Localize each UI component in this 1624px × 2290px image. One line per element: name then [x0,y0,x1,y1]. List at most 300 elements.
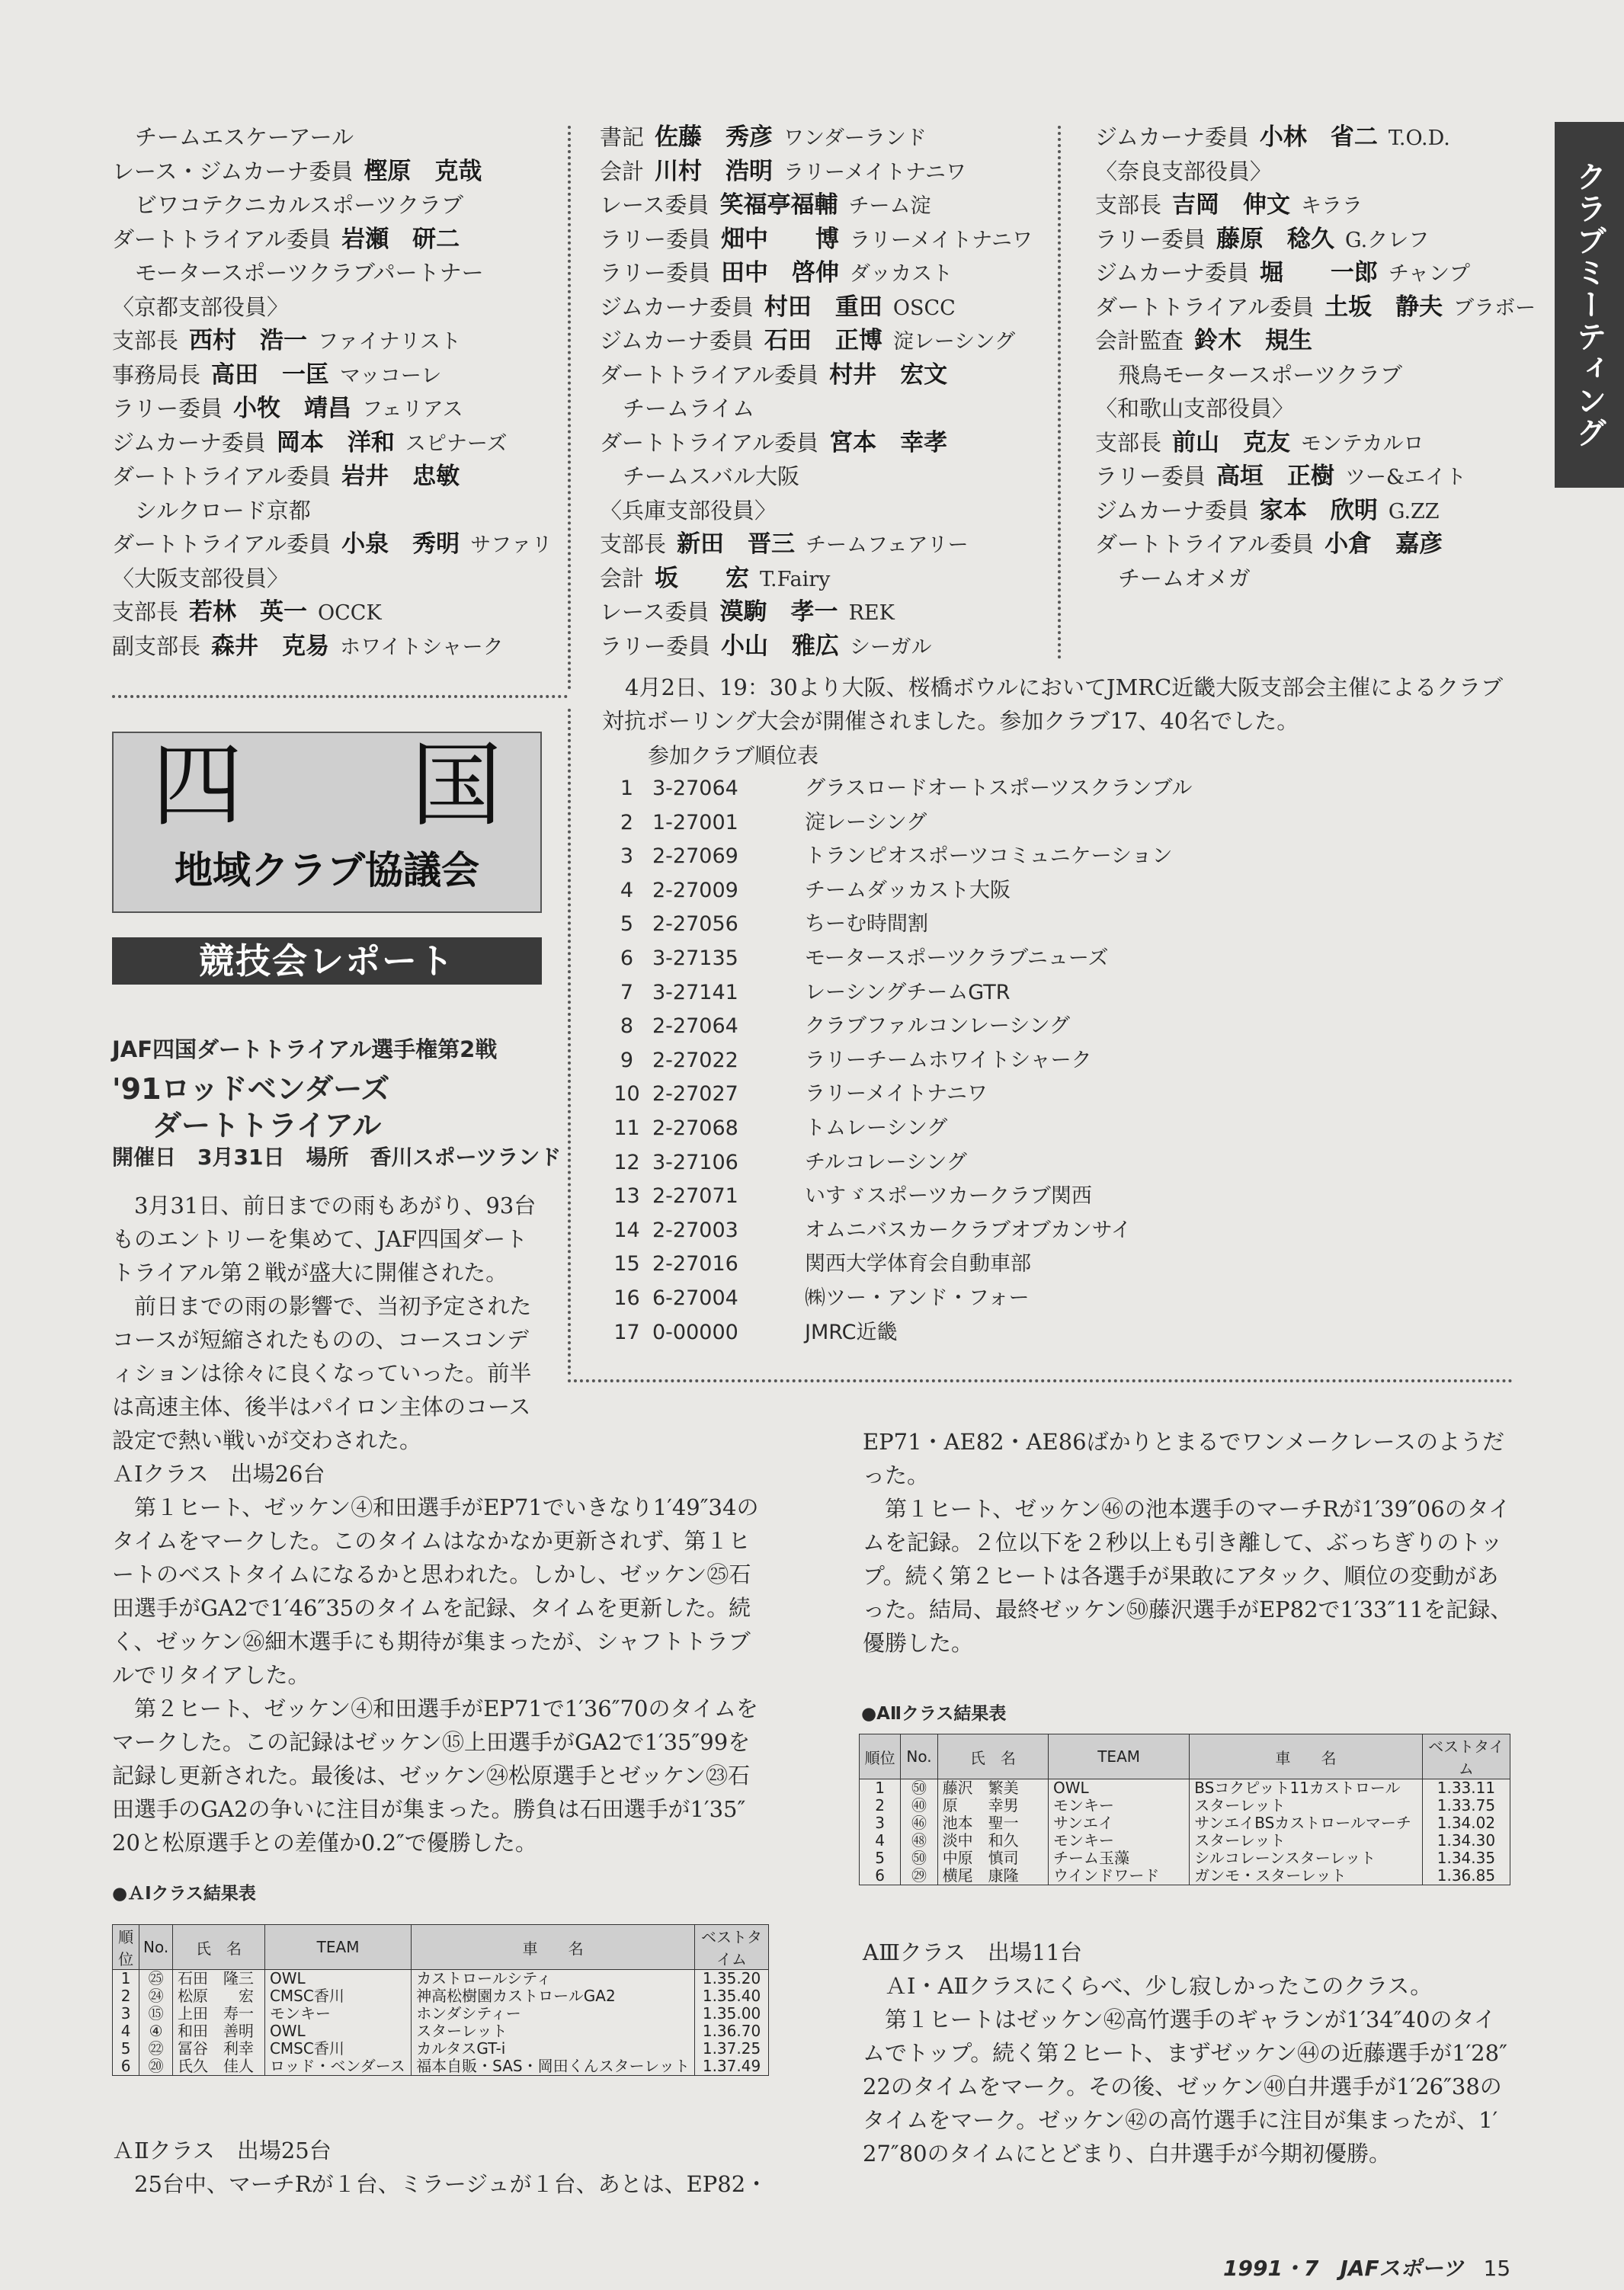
ranking-cell: 3-27106 [652,1150,738,1174]
officer-name: 田中 啓伸 [721,259,840,287]
officer-club: ラリーメイトナニワ [850,228,1033,252]
officer-role: ジムカーナ委員 [600,293,754,320]
table-header: 氏 名 [937,1734,1048,1779]
table-header: No. [901,1734,937,1779]
ranking-cell: 2-27064 [652,1014,738,1039]
ranking-cell: オムニバスカークラブオブカンサイ [805,1218,1132,1242]
officer-line [1095,460,1536,494]
a1-class-article [112,1457,758,1859]
ranking-cell: レーシングチームGTR [805,980,1011,1004]
officer-club: チームフェアリー [806,533,969,557]
table-cell: ホンダシティー [412,2005,695,2023]
officer-role: 飛鳥モータースポーツクラブ [1118,361,1402,388]
footer [1223,2252,1510,2282]
officer-name: 坂 宏 [655,564,750,592]
officer-role: チームオメガ [1118,565,1251,591]
table-cell: ㊻ [901,1814,937,1832]
table-cell: 1 [860,1779,901,1798]
officer-role: ラリー委員 [600,633,711,659]
ranking-cell: 2-27003 [652,1218,738,1242]
ranking-cell: 5 [620,912,634,937]
ranking-cell: 2-27022 [652,1048,738,1072]
ranking-row [606,772,1192,806]
officer-line [1095,290,1536,325]
table-cell: 1 [113,1970,139,1988]
text-line: 第１ヒート、ゼッケン㊻の池本選手のマーチRが1′39″06のタイ [863,1496,1511,1522]
table-cell: OWL [1049,1779,1190,1798]
officer-role: ダートトライアル委員 [600,361,819,388]
officer-name: 岡本 洋和 [276,428,395,456]
a2-class-article-cont [863,1425,1512,1660]
table-cell: チーム玉藻 [1049,1850,1190,1867]
table-cell: OWL [264,2023,411,2040]
officer-role: ラリー委員 [1095,463,1206,489]
officer-role: ラリー委員 [600,226,711,252]
ranking-cell: 2-27071 [652,1184,738,1209]
officer-role: ダートトライアル委員 [112,531,332,557]
officer-line [600,527,1033,562]
table-row [860,1832,1510,1850]
a3-class-article [863,1936,1507,2170]
table-cell: スターレット [412,2023,695,2040]
text-line: 田選手がGA2で1′46″35のタイムを記録、タイムを更新した。続 [112,1595,751,1621]
officer-name: 岩井 忠敏 [341,463,460,490]
text-line: ムでトップ。続く第２ヒート、まずゼッケン㊹の近藤選手が1′28″ [863,2040,1507,2066]
officer-role: 〈大阪支部役員〉 [112,565,290,591]
table-row [860,1867,1510,1885]
officer-line [1095,358,1536,392]
table-cell: 1.35.00 [695,2005,769,2023]
table-cell: 石田 隆三 [172,1970,264,1988]
table-cell: 淡中 和久 [937,1832,1048,1850]
officer-name: 吉岡 伸文 [1172,191,1291,219]
event-name-1: '91ロッドベンダーズ [112,1072,390,1106]
shikoku-subtitle: 地域クラブ協議会 [175,848,479,892]
table-cell: 6 [860,1867,901,1885]
officer-club: スピナーズ [405,431,508,456]
officer-line [112,426,553,460]
ranking-cell: 4 [620,878,634,902]
officer-club: キララ [1301,194,1363,218]
ranking-row [606,1010,1192,1044]
table-cell: 5 [113,2040,139,2058]
table-cell: ④ [139,2023,173,2040]
table-cell: ㊿ [901,1850,937,1867]
officers-col-3 [1095,120,1536,595]
ranking-cell: 16 [613,1286,640,1310]
officer-club: OCCK [318,601,382,625]
officer-role: 副支部長 [112,633,201,659]
table-cell: 1.36.70 [695,2023,769,2040]
table-cell: サンエイ [1049,1814,1190,1832]
text-line: 設定で熱い戦いが交わされた。 [112,1427,422,1453]
ranking-cell: 2-27016 [652,1252,738,1276]
table-row [113,2040,769,2058]
ranking-cell: 3 [620,844,634,869]
table-cell: 6 [113,2058,139,2076]
officer-role: 〈兵庫支部役員〉 [600,497,777,524]
text-line: タイムをマークした。このタイムはなかなか更新されず、第１ヒ [112,1528,751,1554]
officer-role: チームライム [623,396,755,421]
officer-role: レース・ジムカーナ委員 [112,158,354,184]
officer-role: レース委員 [600,192,709,218]
ranking-cell: モータースポーツクラブニューズ [805,946,1109,970]
table-cell: 1.37.49 [695,2058,769,2076]
officer-club: ダッカスト [850,262,953,286]
table-cell: カルタスGT-i [412,2040,695,2058]
officer-club: ファイナリスト [318,330,461,354]
officer-club: モンテカルロ [1301,431,1424,456]
text-line: 田選手のGA2の争いに注目が集まった。勝負は石田選手が1′35″ [112,1796,746,1822]
table-cell: 1.34.35 [1422,1850,1510,1867]
bowling-intro-text: 4月2日、19：30より大阪、桜橋ボウルにおいてJMRC近畿大阪支部会主催によるクラブ対抗ボーリング大会が開催されました。参加クラブ17、40名でした。 [602,674,1504,734]
ranking-cell: 14 [613,1218,640,1242]
text-line: 25台中、マーチRが１台、ミラージュが１台、あとは、EP82・ [112,2171,768,2197]
ranking-row [606,1180,1192,1214]
text-line: く、ゼッケン㉖細木選手にも期待が集まったが、シャフトトラブ [112,1629,751,1654]
ranking-cell: トランピオスポーツコミュニケーション [805,844,1173,869]
table-cell: 4 [113,2023,139,2040]
table-cell: CMSC香川 [264,1987,411,2005]
officer-line [112,392,553,426]
table-header: 氏 名 [172,1925,264,1970]
officer-name: 小林 省二 [1259,123,1378,151]
officer-name: 土坂 静夫 [1325,293,1443,321]
officer-role: 事務局長 [112,361,201,388]
officer-line [1095,188,1536,223]
table-cell: ⑮ [139,2005,173,2023]
ranking-cell: 0-00000 [652,1320,738,1344]
officer-line [600,426,1033,460]
ranking-cell: クラブファルコンレーシング [805,1014,1071,1039]
text-line: 第１ヒート、ゼッケン④和田選手がEP71でいきなり1′49″34の [112,1494,759,1520]
ranking-cell: 11 [613,1116,640,1140]
officer-club: ブラボー [1453,296,1536,320]
officer-line [600,324,1033,358]
ranking-cell: 3-27135 [652,946,738,970]
officer-line [1095,527,1536,562]
officer-name: 小牧 靖昌 [233,395,352,422]
officers-col-1 [112,120,553,663]
officer-line [112,595,553,629]
officer-club: T.Fairy [760,567,831,591]
officer-line [112,629,553,664]
officer-line [600,290,1033,325]
officer-role: 〈京都支部役員〉 [112,293,290,320]
table-cell: モンキー [1049,1797,1190,1814]
a1-results-table [112,1924,769,2076]
table-cell: モンキー [264,2005,411,2023]
shikoku-char-2: 国 [411,733,502,839]
table-cell: 1.34.02 [1422,1814,1510,1832]
officer-name: 村田 重田 [764,293,882,321]
table-row [860,1814,1510,1832]
report-banner: 競技会レポート [112,937,542,985]
ranking-row [606,1247,1192,1282]
officer-line [112,527,553,562]
officer-name: 森井 克易 [211,632,330,660]
officer-name: 畑中 博 [721,225,840,253]
officer-line [112,188,553,223]
ranking-cell: ㈱ツー・アンド・フォー [805,1286,1030,1310]
text-line: 3月31日、前日までの雨もあがり、93台 [112,1193,537,1219]
table-cell: ㊽ [901,1832,937,1850]
text-line: タイムをマーク。ゼッケン㊷の高竹選手に注目が集まったが、1′ [863,2107,1498,2133]
officer-role: 支部長 [112,328,179,354]
table-cell: 5 [860,1850,901,1867]
officer-role: 支部長 [1095,192,1162,218]
officer-role: 書記 [600,124,645,150]
officer-role: ジムカーナ委員 [1095,260,1249,286]
shikoku-char-1: 四 [152,733,243,839]
officer-club: マッコーレ [340,364,442,388]
ranking-cell: 12 [613,1150,640,1174]
separator-h2 [568,1379,1513,1382]
page-number: 15 [1483,2256,1511,2281]
text-line: ＡⅠ・AⅡクラスにくらべ、少し寂しかったこのクラス。 [863,1973,1433,1999]
text-line: 27″80のタイムにとどまり、白井選手が今期初優勝。 [863,2141,1392,2167]
officer-line [1095,494,1536,528]
officer-role: ダートトライアル委員 [1095,293,1315,320]
officer-role: チームエスケーアール [135,124,354,150]
officer-line [600,629,1033,664]
text-line: AⅢクラス 出場11台 [863,1939,1082,1965]
text-line: ィションは徐々に良くなっていった。前半 [112,1360,532,1386]
officer-line [600,494,1033,528]
officer-role: 支部長 [600,531,667,557]
table-cell: 池本 聖一 [937,1814,1048,1832]
officer-club: サファリ [470,533,553,557]
officer-line [112,223,553,257]
table-cell: 2 [860,1797,901,1814]
table-header: No. [139,1925,173,1970]
text-line: 22のタイムをマーク。その後、ゼッケン㊵白井選手が1′26″38の [863,2074,1502,2099]
ranking-row [606,1214,1192,1248]
bowling-intro [602,671,1513,738]
officer-name: 前山 克友 [1172,428,1291,456]
officer-role: 会計監査 [1095,328,1184,354]
officer-role: ダートトライアル委員 [112,463,332,489]
officer-role: 支部長 [1095,429,1162,456]
table-header: TEAM [1049,1734,1190,1779]
officer-line [112,562,553,596]
ranking-row [606,806,1192,841]
officer-club: ホワイトシャーク [340,635,504,659]
officer-line [112,155,553,189]
officer-line [600,188,1033,223]
text-line: ＡⅡクラス 出場25台 [112,2138,332,2163]
officer-name: 宮本 幸孝 [829,428,948,456]
officer-name: 西村 浩一 [189,327,308,354]
separator-v1 [568,126,571,690]
table-row [113,1970,769,1988]
officer-role: シルクロード京都 [135,497,311,524]
table-cell: 1.33.11 [1422,1779,1510,1798]
ranking-cell: 2-27068 [652,1116,738,1140]
text-line: は高速主体、後半はパイロン主体のコース [112,1394,531,1420]
officer-club: シーガル [850,635,932,659]
table-cell: スターレット [1190,1832,1423,1850]
ranking-row [606,1078,1192,1112]
table-row [113,1987,769,2005]
ranking-cell: 3-27064 [652,777,738,800]
table-cell: 1.34.30 [1422,1832,1510,1850]
table-cell: CMSC香川 [264,2040,411,2058]
ranking-cell: グラスロードオートスポーツスクランブル [805,777,1193,800]
officer-role: ジムカーナ委員 [1095,124,1249,150]
ranking-cell: ラリーチームホワイトシャーク [805,1048,1092,1072]
section-tab: クラブミーティング [1555,122,1624,488]
ranking-cell: 淀レーシング [805,810,927,834]
ranking-cell: 2-27069 [652,844,738,869]
officer-club: G.ZZ [1388,499,1440,524]
ranking-row [606,1316,1192,1350]
officer-role: モータースポーツクラブパートナー [135,260,484,286]
table-cell: スターレット [1190,1797,1423,1814]
officer-name: 鈴木 規生 [1194,327,1313,354]
table-row [860,1779,1510,1798]
officer-line [112,256,553,290]
table-cell: 松原 宏 [172,1987,264,2005]
a2-class-article-start [112,2134,767,2201]
officer-name: 若林 英一 [189,598,308,626]
table-cell: サンエイBSカストロールマーチ [1190,1814,1423,1832]
text-line: プ。続く第２ヒートは各選手が果敢にアタック、順位の変動があ [863,1563,1499,1589]
officer-line [600,120,1033,155]
officer-club: ラリーメイトナニワ [783,160,967,184]
text-line: EP71・AE82・AE86ばかりとまるでワンメークレースのようだ [863,1429,1505,1455]
officer-name: 樫原 克哉 [364,157,482,185]
table-cell: 4 [860,1832,901,1850]
officer-name: 漠駒 孝一 [719,598,838,626]
table-cell: 2 [113,1987,139,2005]
officer-club: チャンプ [1388,262,1471,286]
table-header: TEAM [264,1925,411,1970]
table-cell: 神高松樹園カストロールGA2 [412,1987,695,2005]
a1-table-title: ●ＡⅠクラス結果表 [112,1884,256,1904]
text-line: コースが短縮されたものの、コースコンデ [112,1327,529,1353]
officer-role: ラリー委員 [1095,226,1206,252]
officer-role: 〈奈良支部役員〉 [1095,158,1273,184]
intro-paragraph [112,1189,536,1457]
officer-line [1095,426,1536,460]
text-line: マークした。この記録はゼッケン⑮上田選手がGA2で1′35″99を [112,1729,751,1755]
table-cell: 冨谷 利幸 [172,2040,264,2058]
table-cell: 1.37.25 [695,2040,769,2058]
ranking-row [606,874,1192,908]
footer-issue: 1991・7 JAFスポーツ [1223,2256,1464,2281]
table-header: 車 名 [1190,1734,1423,1779]
event-date: 開催日 3月31日 場所 香川スポーツランド [112,1145,562,1170]
officer-role: ラリー委員 [600,260,711,286]
table-cell: 上田 寿一 [172,2005,264,2023]
ranking-cell: ちーむ時間割 [805,912,928,937]
officer-name: 村井 宏文 [829,360,948,389]
officer-club: G.クレフ [1345,228,1430,252]
text-line: 第２ヒート、ゼッケン④和田選手がEP71で1′36″70のタイムを [112,1696,758,1722]
a2-table-title: ●AⅡクラス結果表 [861,1704,1007,1724]
table-cell: 横尾 康隆 [937,1867,1048,1885]
ranking-cell: 2-27056 [652,912,738,937]
officer-name: 岩瀬 研二 [341,225,460,253]
ranking-cell: 1 [620,777,634,800]
officer-line [1095,155,1536,189]
officer-line [600,460,1033,494]
ranking-cell: 2 [620,810,634,834]
ranking-cell: 6-27004 [652,1286,738,1310]
table-row [113,2058,769,2076]
table-cell: ㉔ [139,1987,173,2005]
officer-role: ジムカーナ委員 [1095,497,1249,524]
officer-name: 高田 一匡 [211,360,330,389]
table-cell: 1.33.75 [1422,1797,1510,1814]
ranking-row [606,1146,1192,1180]
bowling-ranking [606,772,1192,1350]
text-line: ＡⅠクラス 出場26台 [112,1461,325,1487]
officer-name: 石田 正博 [764,327,882,354]
officer-line [600,562,1033,596]
officer-name: 堀 一郎 [1259,259,1378,287]
text-line: 記録し更新された。最後は、ゼッケン㉔松原選手とゼッケン㉓石 [112,1763,750,1789]
table-cell: 1.35.20 [695,1970,769,1988]
text-line: った。結局、最終ゼッケン㊿藤沢選手がEP82で1′33″11を記録、 [863,1597,1513,1622]
officer-club: T.O.D. [1388,127,1450,150]
officer-club: OSCC [892,296,956,320]
officer-name: 小泉 秀明 [341,530,460,558]
officer-line [600,595,1033,629]
officer-name: 笑福亭福輔 [719,191,838,219]
officer-club: チーム淀 [848,194,931,218]
shikoku-header [112,732,542,913]
event-name-2: ダートトライアル [152,1109,382,1142]
table-header: 順位 [113,1925,139,1970]
text-line: 20と松原選手との差僅か0.2″で優勝した。 [112,1830,537,1856]
ranking-row [606,908,1192,942]
table-cell: 3 [860,1814,901,1832]
text-line: トライアル第２戦が盛大に開催された。 [112,1260,508,1286]
officer-role: ダートトライアル委員 [1095,531,1315,557]
table-cell: 原 幸男 [937,1797,1048,1814]
ranking-cell: ラリーメイトナニワ [805,1082,988,1107]
officer-line [600,155,1033,189]
table-row [113,2005,769,2023]
officer-line [600,256,1033,290]
officer-name: 高垣 正樹 [1216,463,1335,490]
officer-line [112,494,553,528]
table-cell: ㉙ [901,1867,937,1885]
officers-col-2 [600,120,1033,663]
officer-line [112,460,553,494]
table-cell: ロッド・ベンダース [264,2058,411,2076]
ranking-cell: 6 [620,946,634,970]
officer-club: ワンダーランド [783,127,927,150]
officer-line [1095,562,1536,596]
officer-line [600,392,1033,426]
text-line: 第１ヒートはゼッケン㊷高竹選手のギャランが1′34″40のタイ [863,2007,1496,2032]
text-line: ムを記録。２位以下を２秒以上も引き離して、ぶっちぎりのトッ [863,1529,1503,1555]
ranking-cell: 13 [613,1184,640,1209]
table-row [113,2023,769,2040]
event-series: JAF四国ダートトライアル選手権第2戦 [112,1036,498,1062]
table-cell: ガンモ・スターレット [1190,1867,1423,1885]
table-cell: カストロールシティ [412,1970,695,1988]
officer-line [112,358,553,392]
table-cell: モンキー [1049,1832,1190,1850]
text-line: ートのベストタイムになるかと思われた。しかし、ゼッケン㉕石 [112,1561,751,1587]
ranking-cell: 1-27001 [652,810,738,834]
table-cell: 福本自販・SAS・岡田くんスターレット [412,2058,695,2076]
ranking-cell: 7 [620,980,634,1004]
